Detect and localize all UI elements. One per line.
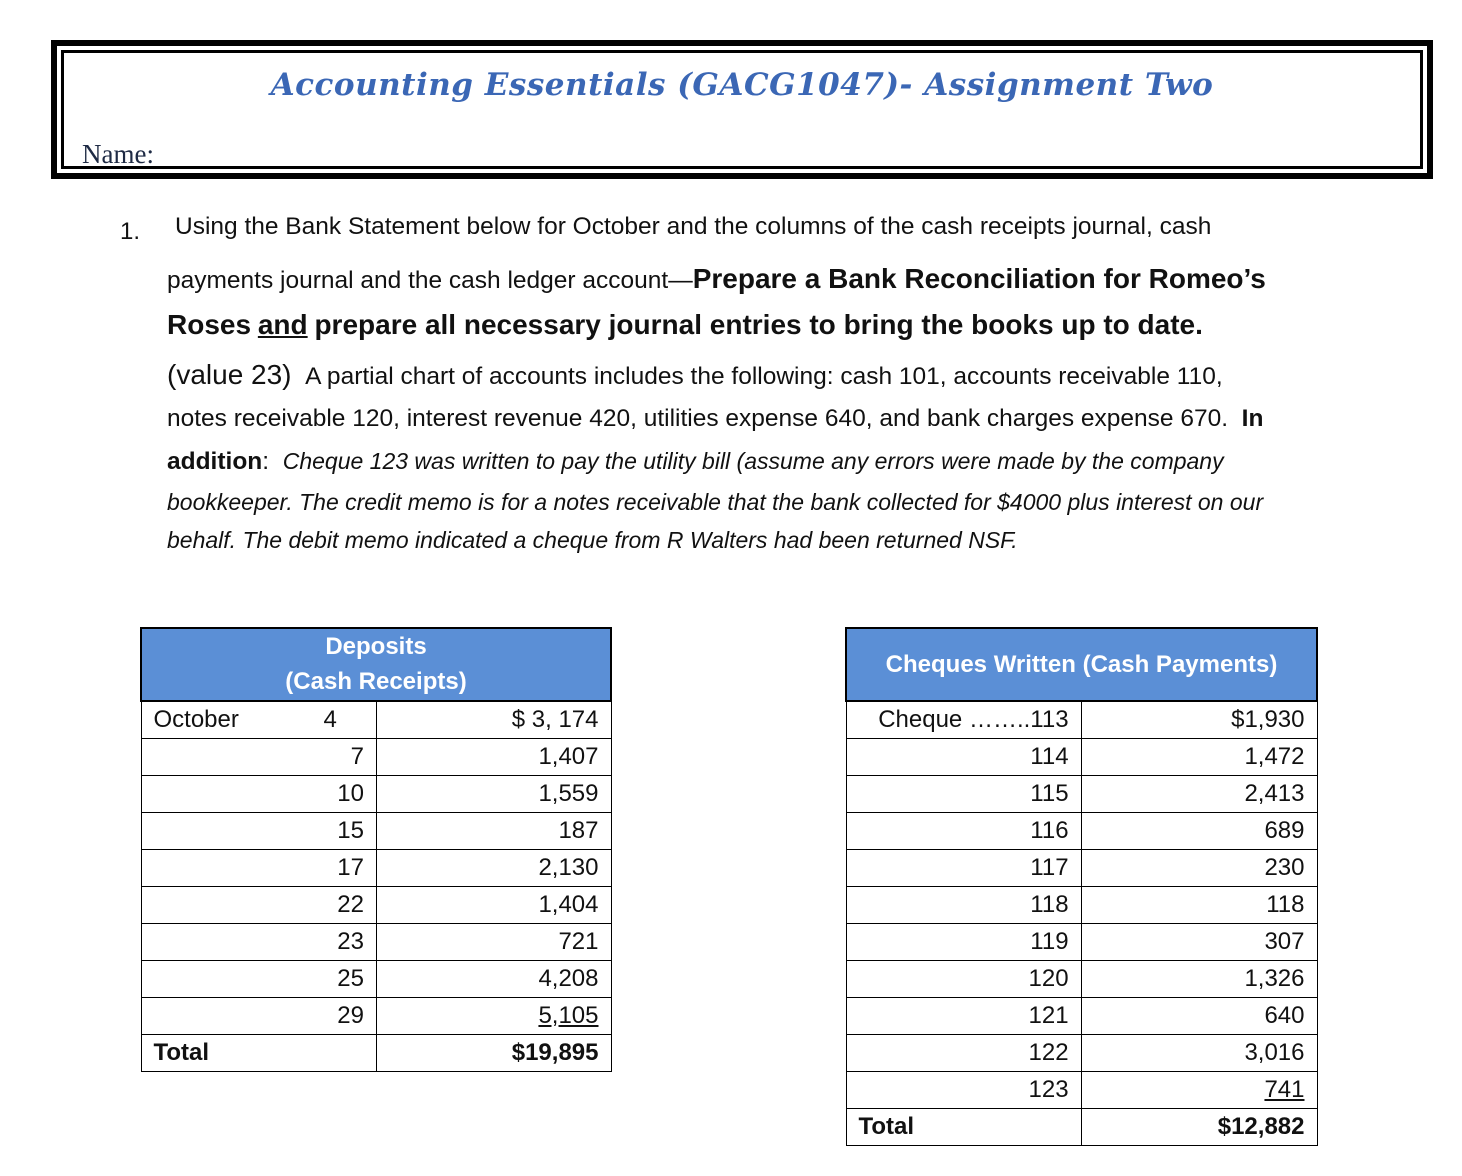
deposit-day: 7 (350, 742, 364, 770)
cheque-number: 121 (1028, 1001, 1069, 1029)
deposit-amount: 5,105 (538, 1001, 599, 1029)
deposits-total-label: Total (141, 1034, 377, 1071)
cheque-amount: 230 (1264, 853, 1305, 881)
deposit-date-cell (141, 960, 377, 997)
cheque-number: 118 (1030, 890, 1069, 918)
cheques-total-row (846, 1108, 1317, 1145)
cheque-number-cell (846, 775, 1081, 812)
cheque-number-cell (846, 923, 1081, 960)
question-line-5 (167, 407, 1263, 432)
line6-bold: addition (167, 448, 263, 475)
header-border-gap (57, 46, 1427, 173)
question-line-2 (167, 265, 1266, 294)
deposit-date-cell (141, 886, 377, 923)
cheque-amount-cell (1081, 997, 1317, 1034)
deposit-date-cell (141, 775, 377, 812)
cheque-amount-cell (1081, 1034, 1317, 1071)
cheques-total-label: Total (846, 1108, 1081, 1145)
cheque-row (846, 775, 1317, 812)
cheque-number-cell (846, 1034, 1081, 1071)
cheque-number: 123 (1028, 1075, 1069, 1103)
deposit-day: 4 (323, 705, 337, 733)
cheque-amount: 1,472 (1244, 742, 1305, 770)
line4-text: A partial chart of accounts includes the following: cash 101, accounts receivable 110, (305, 363, 1223, 390)
deposit-day: 10 (337, 779, 364, 807)
deposit-amount: 187 (558, 816, 599, 844)
deposits-header-line2: (Cash Receipts) (285, 667, 467, 695)
cheque-number: 113 (1030, 705, 1069, 733)
deposit-amount: 1,407 (538, 742, 599, 770)
cheque-row (846, 923, 1317, 960)
question-line-1: Using the Bank Statement below for October and the columns of the cash receipts journal, cash (175, 213, 1212, 240)
cheque-number-cell (846, 886, 1081, 923)
cheque-number: 114 (1030, 742, 1069, 770)
deposit-amount-cell (377, 886, 612, 923)
deposit-amount: 1,559 (538, 779, 599, 807)
cheque-number-cell (846, 812, 1081, 849)
deposit-amount: $ 3, 174 (511, 705, 599, 733)
cheque-number-cell (846, 960, 1081, 997)
deposit-row (141, 960, 611, 997)
assignment-header-box (51, 40, 1433, 179)
line2-bold: Prepare a Bank Reconciliation for Romeo’s (692, 263, 1266, 294)
deposit-day: 29 (337, 1001, 364, 1029)
cheque-amount: $1,930 (1231, 705, 1305, 733)
cheque-row (846, 1071, 1317, 1108)
line3-bold-b: prepare all necessary journal entries to bring the books up to date (314, 309, 1196, 340)
cheque-prefix: Cheque …….. (878, 705, 1031, 733)
deposit-month: October (153, 705, 239, 733)
line6-italic: Cheque 123 was written to pay the utility bill (assume any errors were made by the company (282, 448, 1224, 474)
deposit-day: 22 (337, 890, 364, 918)
cheque-number: 119 (1030, 927, 1069, 955)
deposit-date-cell (141, 812, 377, 849)
cheque-row (846, 849, 1317, 886)
deposit-amount-cell (377, 775, 612, 812)
deposits-header-line1: Deposits (325, 632, 427, 660)
deposit-row (141, 738, 611, 775)
question-line-4 (167, 361, 1223, 390)
cheque-row (846, 812, 1317, 849)
deposit-amount-cell (377, 849, 612, 886)
cheque-number: 117 (1030, 853, 1069, 881)
deposit-amount: 2,130 (538, 853, 599, 881)
question-line-6 (167, 450, 1224, 475)
deposits-total-row (141, 1034, 611, 1071)
cheque-number-cell (846, 738, 1081, 775)
cheque-amount: 640 (1264, 1001, 1305, 1029)
deposits-table (140, 627, 612, 1072)
deposit-day: 15 (337, 816, 364, 844)
deposit-amount-cell (377, 812, 612, 849)
deposit-date-cell (141, 997, 377, 1034)
cheque-number: 116 (1030, 816, 1069, 844)
line3-period: . (1195, 309, 1203, 340)
deposit-amount-cell (377, 960, 612, 997)
deposit-row (141, 812, 611, 849)
deposit-day: 25 (337, 964, 364, 992)
deposit-day: 17 (337, 853, 364, 881)
deposit-date-cell (141, 701, 377, 738)
cheque-amount: 741 (1264, 1075, 1305, 1103)
cheque-amount: 118 (1266, 890, 1305, 918)
cheque-row (846, 997, 1317, 1034)
line3-bold-a: Roses (167, 309, 252, 340)
deposits-header (141, 628, 611, 701)
question-line-8: behalf. The debit memo indicated a cheque from R Walters had been returned NSF. (167, 527, 1018, 553)
cheque-row (846, 701, 1317, 738)
deposits-body (141, 701, 611, 1071)
cheque-amount-cell (1081, 886, 1317, 923)
line6-colon: : (262, 448, 270, 475)
deposit-amount: 4,208 (538, 964, 599, 992)
cheque-amount: 689 (1264, 816, 1305, 844)
cheque-row (846, 886, 1317, 923)
cheque-row (846, 1034, 1317, 1071)
cheque-amount-cell (1081, 775, 1317, 812)
line2-dash: — (668, 267, 693, 294)
deposit-amount-cell (377, 923, 612, 960)
deposits-total-amount: $19,895 (377, 1034, 612, 1071)
cheque-number-cell (846, 849, 1081, 886)
deposit-row (141, 997, 611, 1034)
cheque-amount-cell (1081, 738, 1317, 775)
document-title: Accounting Essentials (GACG1047)- Assignment Two (270, 67, 1214, 103)
cheque-row (846, 960, 1317, 997)
line3-and: and (257, 309, 308, 340)
cheque-number-cell (846, 1071, 1081, 1108)
deposit-date-cell (141, 923, 377, 960)
cheque-number-cell (846, 997, 1081, 1034)
cheques-header: Cheques Written (Cash Payments) (846, 628, 1317, 701)
name-label: Name: (82, 139, 154, 169)
deposit-amount-cell (377, 997, 612, 1034)
deposit-row (141, 849, 611, 886)
deposit-amount-cell (377, 701, 612, 738)
cheque-number-cell (846, 701, 1081, 738)
deposit-day: 23 (337, 927, 364, 955)
cheque-amount-cell (1081, 849, 1317, 886)
header-inner-box (61, 50, 1423, 169)
cheques-total-amount: $12,882 (1081, 1108, 1317, 1145)
cheque-amount: 1,326 (1244, 964, 1305, 992)
cheque-amount: 307 (1264, 927, 1305, 955)
deposit-row (141, 775, 611, 812)
cheque-number: 120 (1028, 964, 1069, 992)
deposit-date-cell (141, 738, 377, 775)
question-line-3 (167, 311, 1203, 340)
question-line-7: bookkeeper. The credit memo is for a notes receivable that the bank collected for $4000 plus interest on our (167, 489, 1264, 515)
cheque-amount-cell (1081, 960, 1317, 997)
cheque-row (846, 738, 1317, 775)
cheque-amount-cell (1081, 701, 1317, 738)
cheque-number: 122 (1028, 1038, 1069, 1066)
line2-plain: payments journal and the cash ledger account (167, 267, 669, 294)
deposit-amount-cell (377, 738, 612, 775)
cheques-body (846, 701, 1317, 1145)
cheques-table (845, 627, 1318, 1146)
cheque-amount: 2,413 (1244, 779, 1305, 807)
deposit-amount: 1,404 (538, 890, 599, 918)
cheque-amount-cell (1081, 812, 1317, 849)
cheque-amount-cell (1081, 923, 1317, 960)
question-number: 1. (120, 218, 141, 245)
deposit-row (141, 923, 611, 960)
line5-bold: In (1241, 405, 1264, 432)
cheque-number: 115 (1030, 779, 1069, 807)
line5-text: notes receivable 120, interest revenue 420, utilities expense 640, and bank charges expense 670. (167, 405, 1229, 432)
deposit-date-cell (141, 849, 377, 886)
cheque-amount: 3,016 (1244, 1038, 1305, 1066)
value-label: (value 23) (167, 359, 292, 390)
deposit-row (141, 701, 611, 738)
cheque-amount-cell (1081, 1071, 1317, 1108)
deposit-row (141, 886, 611, 923)
deposit-amount: 721 (558, 927, 599, 955)
